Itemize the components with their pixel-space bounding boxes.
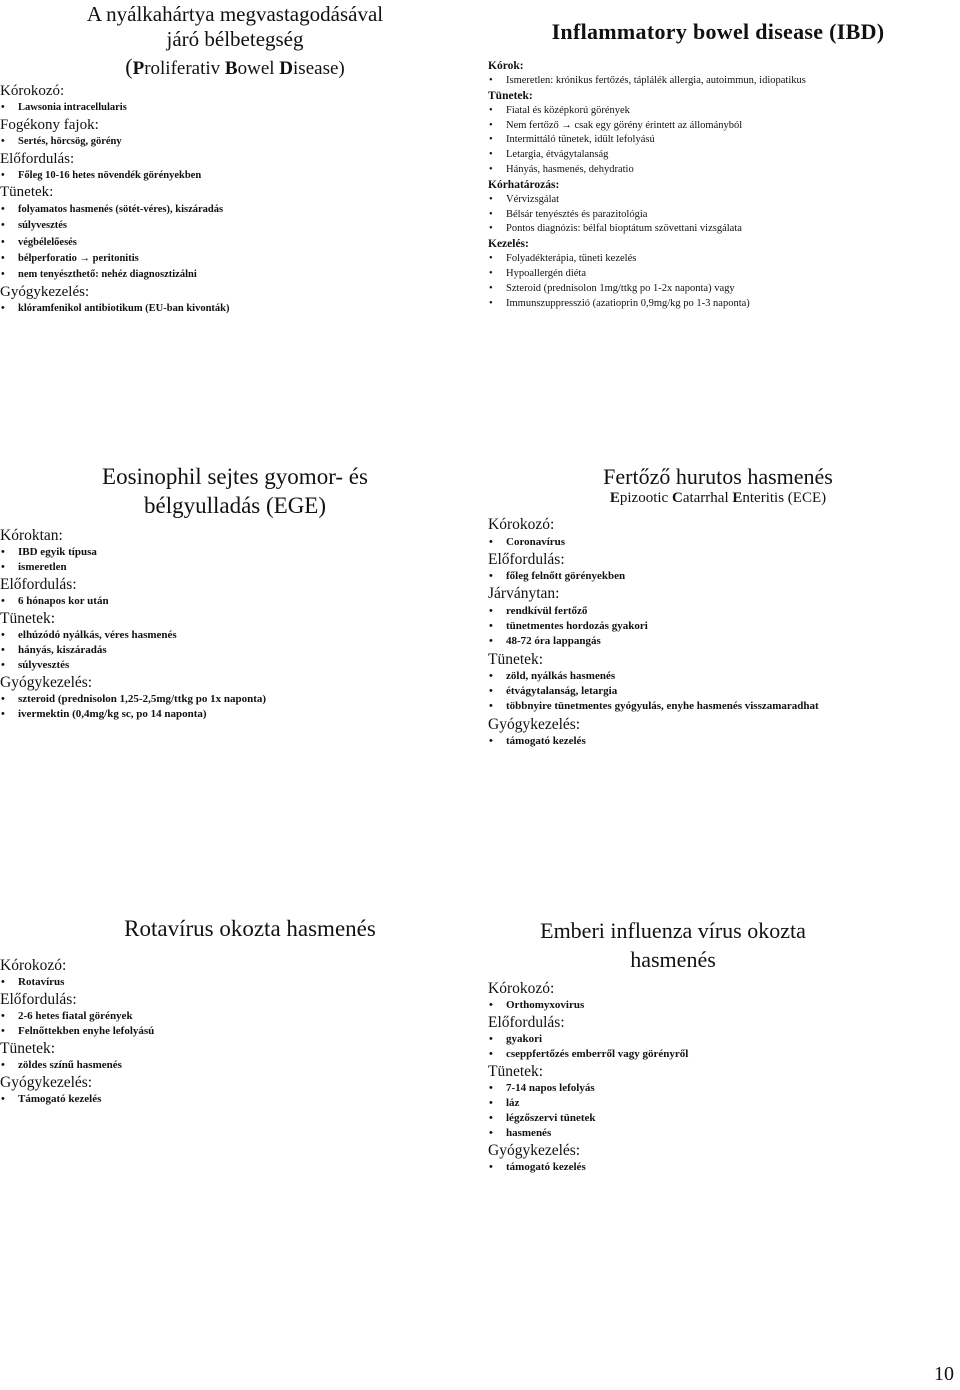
bullet-item: • IBD egyik típusa xyxy=(0,545,470,560)
subtitle-initial: C xyxy=(671,490,683,506)
bullet-item: • légzőszervi tünetek xyxy=(488,1111,858,1126)
bullet-item: • ismeretlen xyxy=(0,560,470,575)
bullet-item: • 2-6 hetes fiatal görények xyxy=(0,1009,470,1024)
bullet-item: • Orthomyxovirus xyxy=(488,998,858,1013)
bullet-list xyxy=(488,1081,858,1141)
slide-title xyxy=(0,2,470,52)
section-heading: Kórhatározás: xyxy=(488,178,560,191)
bullet-item: • Vérvizsgálat xyxy=(488,193,948,208)
bullet-list xyxy=(0,1058,470,1073)
subtitle-initial: D xyxy=(279,57,294,79)
bullet-item: • rendkívül fertőző xyxy=(488,604,948,619)
bullet-item: • Coronavírus xyxy=(488,535,948,550)
bullet-list xyxy=(488,569,948,584)
page-number: 10 xyxy=(934,1363,954,1385)
bullet-item: • Felnőttekben enyhe lefolyású xyxy=(0,1024,470,1039)
slide-subtitle xyxy=(0,54,470,80)
bullet-item: • Főleg 10-16 hetes növendék görényekben xyxy=(0,168,470,184)
bullet-item: • szteroid (prednisolon 1,25-2,5mg/ttkg po 1x naponta) xyxy=(0,692,470,707)
bullet-item: • támogató kezelés xyxy=(488,1160,858,1175)
title-line-1: Eosinophil sejtes gyomor- és xyxy=(102,464,368,489)
bullet-item: • gyakori xyxy=(488,1032,858,1047)
bullet-item: • Folyadékterápia, tüneti kezelés xyxy=(488,252,948,267)
slide-title: Fertőző hurutos hasmenés xyxy=(603,464,833,489)
bullet-item: • 48-72 óra lappangás xyxy=(488,634,948,649)
bullet-item: • hasmenés xyxy=(488,1126,858,1141)
slide-epizootic-catarrhal-enteritis xyxy=(488,463,948,749)
subtitle-paren: ( xyxy=(125,53,133,79)
title-line-1: A nyálkahártya megvastagodásával xyxy=(86,2,384,26)
bullet-list xyxy=(0,975,470,990)
bullet-list xyxy=(488,74,948,89)
section-heading: Előfordulás: xyxy=(488,550,565,568)
slide-eosinophilic-gastroenteritis xyxy=(0,462,470,722)
bullet-item: • támogató kezelés xyxy=(488,734,948,749)
bullet-item: • 7-14 napos lefolyás xyxy=(488,1081,858,1096)
slide-inflammatory-bowel-disease xyxy=(488,19,948,311)
bullet-item: • 6 hónapos kor után xyxy=(0,594,470,609)
slide-title: Rotavírus okozta hasmenés xyxy=(124,916,376,941)
section-heading: Kórok: xyxy=(488,59,524,72)
title-line-2: hasmenés xyxy=(630,947,716,972)
bullet-list xyxy=(488,104,948,178)
bullet-item: • Lawsonia intracellularis xyxy=(0,100,470,116)
bullet-item: • Szteroid (prednisolon 1mg/ttkg po 1-2x naponta) vagy xyxy=(488,282,948,297)
subtitle-word: pizootic xyxy=(619,490,672,506)
section-heading: Kórokozó: xyxy=(0,957,67,974)
subtitle-word: nteritis (ECE) xyxy=(742,490,827,506)
section-list xyxy=(0,956,470,1107)
section-heading: Járványtan: xyxy=(488,585,560,603)
bullet-list xyxy=(0,545,470,575)
bullet-item: • folyamatos hasmenés (sötét-véres), kiszáradás xyxy=(0,202,470,218)
section-list xyxy=(488,515,948,749)
bullet-list xyxy=(0,1009,470,1039)
bullet-item: • végbélelőesés xyxy=(0,235,470,251)
bullet-list xyxy=(488,669,948,715)
bullet-item: • Hypoallergén diéta xyxy=(488,267,948,282)
bullet-item: • többnyire tünetmentes gyógyulás, enyhe hasmenés visszamaradhat xyxy=(488,699,948,714)
section-heading: Kezelés: xyxy=(488,238,529,251)
bullet-list xyxy=(0,692,470,722)
bullet-item: • Bélsár tenyésztés és parazitológia xyxy=(488,208,948,223)
bullet-item: • Támogató kezelés xyxy=(0,1092,470,1107)
bullet-item: • Intermittáló tünetek, idült lefolyású xyxy=(488,133,948,148)
title-line-2: bélgyulladás (EGE) xyxy=(143,493,327,518)
bullet-list xyxy=(0,594,470,609)
bullet-item: • klóramfenikol antibiotikum (EU-ban kivonták) xyxy=(0,301,470,317)
title-line-1: Emberi influenza vírus okozta xyxy=(540,918,806,943)
section-heading: Gyógykezelés: xyxy=(0,283,90,300)
section-heading: Tünetek: xyxy=(488,89,533,102)
bullet-item: • étvágytalanság, letargia xyxy=(488,684,948,699)
bullet-item: • tünetmentes hordozás gyakori xyxy=(488,619,948,634)
bullet-list xyxy=(0,1092,470,1107)
slide-title: Inflammatory bowel disease (IBD) xyxy=(551,19,885,44)
section-heading: Kóroktan: xyxy=(0,527,63,544)
subtitle-word: atarrhal xyxy=(682,490,733,506)
section-heading: Gyógykezelés: xyxy=(0,674,93,691)
bullet-list xyxy=(488,734,948,749)
slide-human-influenza-diarrhea xyxy=(488,916,858,1175)
bullet-list xyxy=(0,100,470,116)
subtitle-word: isease) xyxy=(293,57,345,79)
subtitle-initial: B xyxy=(224,57,238,79)
section-list xyxy=(0,526,470,722)
bullet-item: • zöld, nyálkás hasmenés xyxy=(488,669,948,684)
bullet-item: • Hányás, hasmenés, dehydratio xyxy=(488,163,948,178)
slide-rotavirus-diarrhea xyxy=(0,914,470,1107)
section-heading: Előfordulás: xyxy=(488,1014,565,1031)
bullet-item: • Pontos diagnózis: bélfal bioptátum szövettani vizsgálata xyxy=(488,222,948,237)
section-heading: Kórokozó: xyxy=(0,82,65,99)
subtitle-initial: E xyxy=(732,490,743,506)
bullet-item: • Immunszuppresszió (azatioprin 0,9mg/kg po 1-3 naponta) xyxy=(488,297,948,312)
slide-subtitle xyxy=(488,490,948,507)
bullet-item: • Letargia, étvágytalanság xyxy=(488,148,948,163)
section-list xyxy=(0,83,470,318)
subtitle-word: roliferativ xyxy=(144,57,225,79)
bullet-list xyxy=(488,998,858,1013)
section-heading: Kórokozó: xyxy=(488,980,555,997)
bullet-item: • súlyvesztés xyxy=(0,218,470,234)
section-heading: Tünetek: xyxy=(488,650,544,668)
section-heading: Előfordulás: xyxy=(0,150,75,167)
section-heading: Gyógykezelés: xyxy=(488,1142,581,1159)
title-line-2: járó bélbetegség xyxy=(166,26,304,51)
subtitle-initial: P xyxy=(132,57,145,79)
subtitle-initial: E xyxy=(609,490,620,506)
bullet-item: • elhúzódó nyálkás, véres hasmenés xyxy=(0,628,470,643)
bullet-item: • főleg felnőtt görényekben xyxy=(488,569,948,584)
bullet-item: • Rotavírus xyxy=(0,975,470,990)
bullet-list xyxy=(488,193,948,237)
bullet-list xyxy=(488,252,948,311)
bullet-item: • ivermektin (0,4mg/kg sc, po 14 naponta) xyxy=(0,707,470,722)
bullet-item: • cseppfertőzés emberről vagy görényről xyxy=(488,1047,858,1062)
section-heading: Tünetek: xyxy=(0,610,56,627)
bullet-item: • láz xyxy=(488,1096,858,1111)
bullet-list xyxy=(0,628,470,673)
bullet-item: • Ismeretlen: krónikus fertőzés, táplálék allergia, autoimmun, idiopatikus xyxy=(488,74,948,89)
bullet-list xyxy=(488,1032,858,1062)
slide-proliferative-bowel-disease xyxy=(0,2,470,318)
bullet-list xyxy=(488,535,948,550)
subtitle-word: owel xyxy=(237,57,280,79)
section-list xyxy=(488,59,948,311)
section-heading: Tünetek: xyxy=(488,1063,544,1080)
section-list xyxy=(488,979,858,1175)
bullet-item: • Sertés, hörcsög, görény xyxy=(0,134,470,150)
bullet-item: • Nem fertőző → csak egy görény érintett az állományból xyxy=(488,119,948,134)
section-heading: Kórokozó: xyxy=(488,516,555,533)
bullet-list xyxy=(488,604,948,650)
bullet-list xyxy=(0,134,470,150)
section-heading: Előfordulás: xyxy=(0,576,77,593)
bullet-item: • bélperforatio → peritonitis xyxy=(0,251,470,267)
bullet-item: • súlyvesztés xyxy=(0,658,470,673)
bullet-list xyxy=(0,202,470,283)
bullet-item: • nem tenyészthető: nehéz diagnosztizálni xyxy=(0,267,470,283)
bullet-list xyxy=(0,168,470,184)
section-heading: Fogékony fajok: xyxy=(0,116,99,133)
bullet-list xyxy=(488,1160,858,1175)
section-heading: Tünetek: xyxy=(0,1040,56,1057)
section-heading: Tünetek: xyxy=(0,184,54,201)
section-heading: Gyógykezelés: xyxy=(0,1074,93,1091)
bullet-item: • zöldes színű hasmenés xyxy=(0,1058,470,1073)
bullet-list xyxy=(0,301,470,317)
bullet-item: • Fiatal és középkorú görények xyxy=(488,104,948,119)
slide-title xyxy=(0,462,470,520)
section-heading: Előfordulás: xyxy=(0,991,77,1008)
bullet-item: • hányás, kiszáradás xyxy=(0,643,470,658)
slide-title xyxy=(488,916,858,974)
section-heading: Gyógykezelés: xyxy=(488,715,581,733)
